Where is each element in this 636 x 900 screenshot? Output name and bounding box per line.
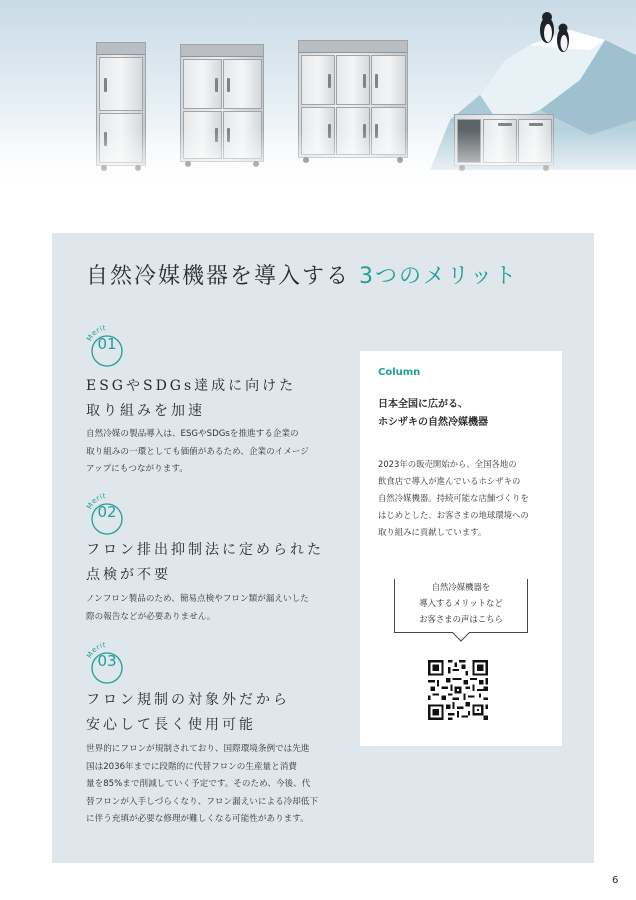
merit-heading-03-line2: 安心して長く使用可能 — [86, 717, 256, 733]
page-title-main: 自然冷媒機器を導入する — [86, 264, 351, 289]
merit-heading-02-line2: 点検が不要 — [86, 567, 171, 583]
merit-number-03: 03 — [97, 652, 117, 670]
column-label: Column — [378, 367, 421, 378]
merit-body-02-line2: 際の報告などが必要ありません。 — [86, 611, 216, 622]
merit-number-02: 02 — [97, 503, 117, 521]
merit-body-03-line3: 量を85%まで削減していく予定です。そのため、今後、代 — [86, 779, 311, 789]
merit-label-01: Merit — [85, 323, 107, 343]
merit-badge-01 — [82, 321, 152, 369]
merits-panel — [52, 233, 594, 863]
merit-body-02-line1: ノンフロン製品のため、簡易点検やフロン類が漏えいした — [86, 594, 309, 604]
merit-badge-03 — [82, 638, 152, 686]
merit-heading-03 — [86, 688, 290, 738]
column-box — [360, 351, 562, 746]
merit-heading-03-line1: フロン規制の対象外だから — [86, 692, 290, 708]
merit-body-01-line2: 取り組みの一環としても価値があるため、企業のイメージ — [86, 446, 309, 457]
column-body-line1: 2023年の販売開始から、全国各地の — [378, 459, 517, 469]
page-title — [86, 259, 518, 290]
hero-product-image — [0, 0, 636, 200]
column-link-callout — [394, 579, 528, 633]
column-link-line2: 導入するメリットなど — [419, 598, 503, 608]
column-heading-line1: 日本全国に広がる、 — [378, 399, 468, 410]
column-body — [378, 456, 550, 541]
merit-body-03-line1: 世界的にフロンが規制されており、国際環境条例では先進 — [86, 744, 310, 754]
column-body-line5: 取り組みに貢献しています。 — [378, 527, 487, 537]
column-heading-line2: ホシザキの自然冷媒機器 — [378, 417, 488, 428]
merit-badge-02 — [82, 489, 152, 537]
merit-body-03-line5: に伴う充填が必要な修理が難しくなる可能性があります。 — [86, 814, 309, 824]
merit-label-03: Merit — [85, 640, 107, 660]
merit-body-01-line3: アップにもつながります。 — [86, 464, 188, 474]
column-link-line1: 自然冷媒機器を — [431, 582, 491, 592]
merit-label-02: Merit — [85, 491, 107, 511]
merit-body-03 — [86, 741, 348, 829]
callout-pointer-icon — [452, 632, 470, 642]
merit-heading-01 — [86, 374, 296, 424]
qr-code[interactable] — [426, 658, 490, 722]
merit-body-03-line2: 国は2036年までに段階的に代替フロンの生産量と消費 — [86, 761, 297, 772]
merit-body-01 — [86, 426, 348, 479]
merit-heading-01-line2: 取り組みを加速 — [86, 403, 205, 419]
column-body-line4: はじめとした、お客さまの地球環境への — [378, 510, 529, 520]
column-heading — [378, 396, 488, 432]
merit-body-01-line1: 自然冷媒の製品導入は、ESGやSDGsを推進する企業の — [86, 429, 299, 439]
column-link-line3: お客さまの声はこちら — [419, 614, 503, 624]
merit-body-03-line4: 替フロンが入手しづらくなり、フロン漏えいによる冷却低下 — [86, 796, 319, 807]
page-number: 6 — [612, 875, 619, 886]
merit-heading-02 — [86, 538, 324, 588]
merit-heading-02-line1: フロン排出抑制法に定められた — [86, 542, 324, 558]
merit-body-02 — [86, 591, 348, 626]
page-title-accent: 3つのメリット — [359, 264, 519, 289]
column-body-line3: 自然冷媒機器。持続可能な店舗づくりを — [378, 493, 529, 503]
merit-number-01: 01 — [97, 335, 117, 353]
merit-heading-01-line1: ESGやSDGs達成に向けた — [86, 378, 297, 394]
column-body-line2: 飲食店で導入が進んでいるホシザキの — [378, 476, 521, 486]
